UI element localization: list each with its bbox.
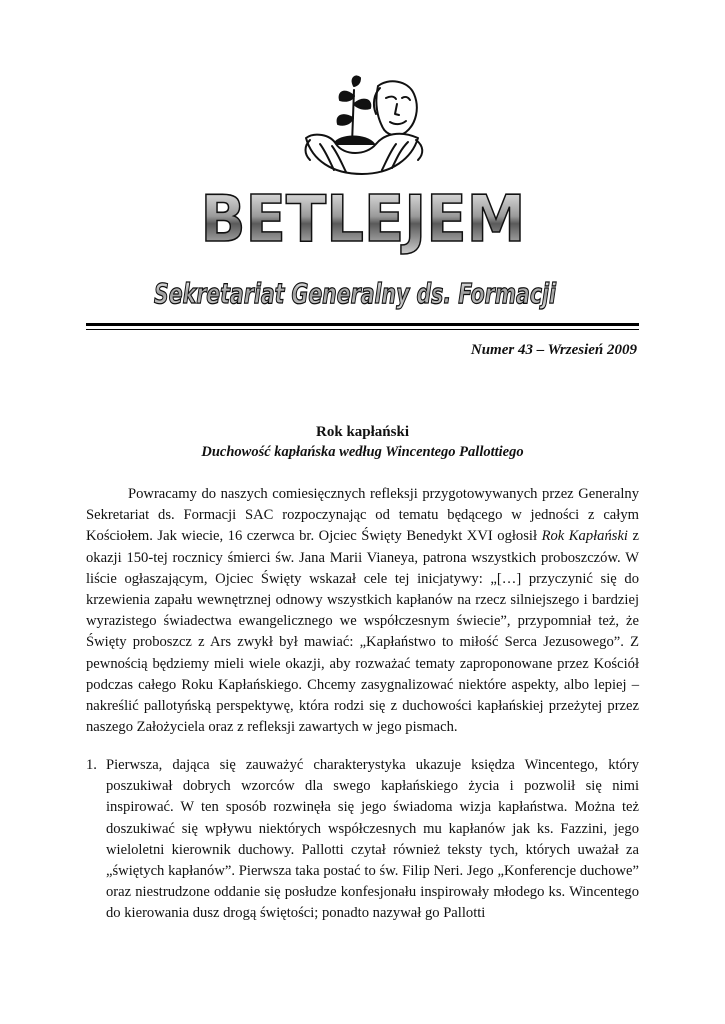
- wordmark-text: BETLEJEM: [200, 183, 526, 257]
- header-rule-thick: [86, 323, 639, 326]
- article-subtitle: Duchowość kapłańska według Wincentego Pallottiego: [201, 444, 524, 460]
- secretariat-banner-text: Sekretariat Generalny ds. Formacji: [154, 277, 557, 310]
- issue-number: Numer 43 – Wrzesień 2009: [470, 342, 637, 358]
- article-body: [86, 484, 639, 738]
- betlejem-wordmark: [196, 175, 531, 255]
- list-item-number: 1.: [86, 757, 97, 773]
- paragraph: [86, 484, 639, 738]
- hands-plant-logo: [300, 74, 430, 179]
- secretariat-banner: [150, 272, 560, 314]
- article-title: Rok kapłański: [316, 424, 409, 440]
- emphasis-text: Rok Kapłański: [541, 528, 628, 545]
- list-item: [86, 755, 639, 925]
- paragraph-text-continued: z okazji 150-tej rocznicy śmierci św. Jana Marii Vianeya, patrona wszystkich proboszczów. W liście ogłaszającym, Ojciec Święty wskazał cele tej inicjatywy: „[…] przyczynić się do krzewienia zapału wewnętrznej odnowy wszystkich kapłanów na rzecz silniejszego i bardziej wyrazistego świadectwa ewangelicznego we współczesnym świecie”, przypomniał też, że Święty proboszcz z Ars zwykł był mawiać: „Kapłaństwo to miłość Serca Jezusowego”. Z pewnością będziemy mieli wiele okazji, aby rozważać tematy zaproponowane przez Kościół podczas całego Roku Kapłańskiego. Chcemy zasygnalizować niektóre aspekty, albo lepiej – nakreślić pallotyńską perspektywę, która rodzi się z duchowości kapłańskiej przeżytej przez naszego Założyciela oraz z refleksji zawartych w jego pismach.: [86, 528, 639, 736]
- list-item-text: Pierwsza, dająca się zauważyć charakterystyka ukazuje księdza Wincentego, który poszukiwał dobrych wzorców dla swego kapłańskiego życia i pozwolił się nimi inspirować. W ten sposób rozwinęła się jego świadoma wizja kapłaństwa. Można też doszukiwać się wpływu niektórych współczesnych mu kapłanów jak ks. Fazzini, jego wieloletni kierownik duchowy. Pallotti czytał również teksty tych, których uważał za „świętych kapłanów”. Pierwsza taka postać to św. Filip Neri. Jego „Konferencje duchowe” oraz niestrudzone oddanie się posłudze konfesjonału inspirowały młodego ks. Wincentego do kierowania dusz drogą świętości; ponadto nazywał go Pallotti: [106, 757, 639, 922]
- header-rule-thin: [86, 329, 639, 330]
- paragraph-text: Powracamy do naszych comiesięcznych refleksji przygotowywanych przez Generalny Sekretariat ds. Formacji SAC rozpoczynając od tematu będącego w jedności z całym Kościołem. Jak wiecie, 16 czerwca br. Ojciec Święty Benedykt XVI ogłosił: [86, 486, 639, 545]
